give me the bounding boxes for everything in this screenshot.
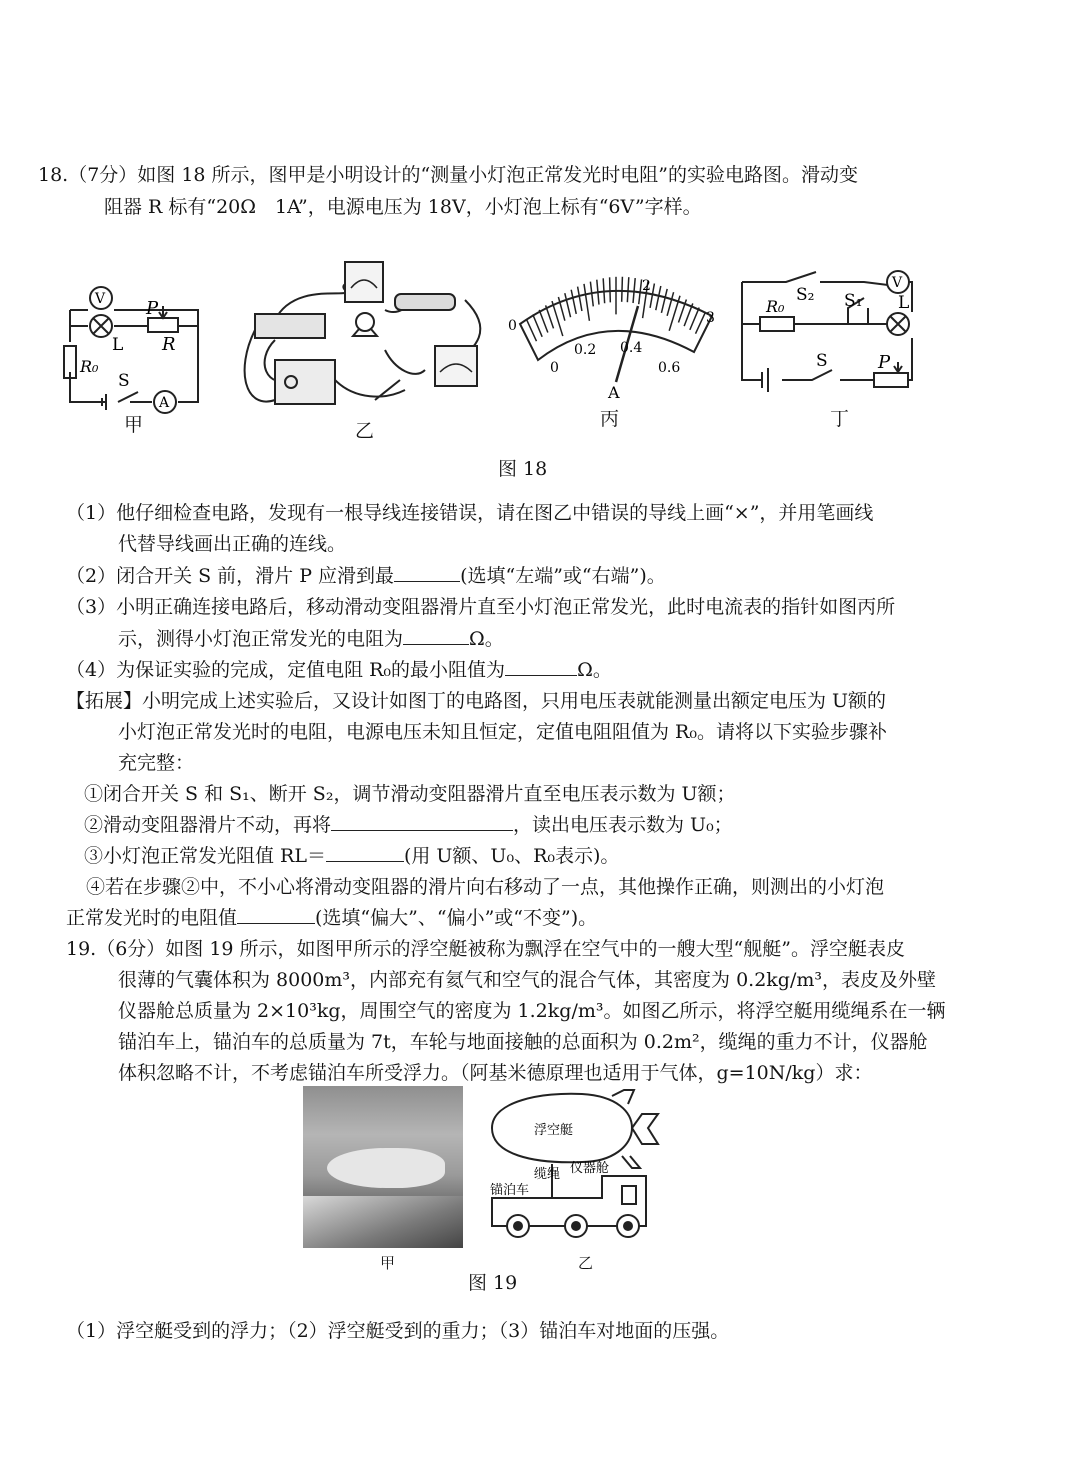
label-R0: R₀ xyxy=(80,357,99,376)
fig19-yi-caption: 乙 xyxy=(578,1254,594,1272)
q18-part1-line2: 代替导线画出正确的连线。 xyxy=(118,533,347,555)
q18-step4-hint: (选填“偏大”、“偏小”或“不变”)。 xyxy=(315,907,598,929)
fig19-jia-caption: 甲 xyxy=(380,1254,396,1272)
fig19-yi-diagram xyxy=(482,1086,682,1246)
q18-part2 xyxy=(66,563,666,589)
dial-tick xyxy=(520,324,536,356)
q18-step1: ①闭合开关 S 和 S₁、断开 S₂，调节滑动变阻器滑片直至电压表示数为 U额； xyxy=(84,783,736,805)
label-L: L xyxy=(898,293,910,313)
dial-tick xyxy=(656,286,661,310)
scale-label-0-upper: 0 xyxy=(508,318,517,334)
anchor-truck-label: 锚泊车 xyxy=(490,1183,530,1198)
dial-tick xyxy=(571,290,576,314)
label-P: P xyxy=(878,352,891,373)
q18-part1-line1: （1）他仔细检查电路，发现有一根导线连接错误，请在图乙中错误的导线上画“×”，并用笔画线 xyxy=(66,502,874,524)
q18-part3-unit: Ω。 xyxy=(469,628,504,650)
q19-line3: 仪器舱总质量为 2×10³kg，周围空气的密度为 1.2kg/m³。如图乙所示，将浮空艇用缆绳系在一辆 xyxy=(118,1000,946,1022)
voltmeter-symbol: V xyxy=(95,291,106,307)
ammeter-symbol: A xyxy=(159,395,170,411)
label-R0: R₀ xyxy=(766,297,785,316)
label-S: S xyxy=(816,351,828,371)
dial-tick xyxy=(667,292,673,316)
q18-part4-text: （4）为保证实验的完成，定值电阻 R₀的最小阻值为 xyxy=(66,659,506,681)
fig18-ding-circuit xyxy=(736,262,926,402)
airship-photo-shape xyxy=(327,1148,445,1188)
scale-label-2: 2 xyxy=(642,278,651,294)
q18-extension-line1: 【拓展】小明完成上述实验后，又设计如图丁的电路图，只用电压表就能测量出额定电压为 U额的 xyxy=(66,690,887,712)
q18-line2: 阻器 R 标有“20Ω 1A”，电源电压为 18V，小灯泡上标有“6V”字样。 xyxy=(104,196,702,218)
scale-label-0.2: 0.2 xyxy=(574,342,597,358)
q18-part2-text: （2）闭合开关 S 前，滑片 P 应滑到最 xyxy=(66,565,395,587)
label-S1: S₁ xyxy=(844,291,863,311)
q18-line1: 18.（7分）如图 18 所示，图甲是小明设计的“测量小灯泡正常发光时电阻”的实验电路图。滑动变 xyxy=(38,164,858,186)
dial-tick xyxy=(539,310,548,333)
dial-tick xyxy=(661,289,667,313)
fig18-jia-circuit xyxy=(58,280,218,430)
scale-label-0.6: 0.6 xyxy=(658,360,681,376)
q18-step3-answer-blank[interactable] xyxy=(326,843,404,862)
fig18-caption: 图 18 xyxy=(498,458,548,480)
label-R: R xyxy=(162,334,176,355)
q18-step2-answer-blank[interactable] xyxy=(331,812,513,831)
voltmeter-symbol: V xyxy=(892,275,903,291)
q18-step3-text: ③小灯泡正常发光阻值 RL＝ xyxy=(84,845,326,867)
fig18-yi-wiring xyxy=(235,250,495,420)
q18-part3-line1: （3）小明正确连接电路后，移动滑动变阻器滑片直至小灯泡正常发光，此时电流表的指针如图丙所 xyxy=(66,596,896,618)
dial-tick xyxy=(565,293,571,317)
q19-questions: （1）浮空艇受到的浮力；（2）浮空艇受到的重力；（3）锚泊车对地面的压强。 xyxy=(66,1320,730,1342)
label-L: L xyxy=(112,335,124,355)
q19-line1: 19.（6分）如图 19 所示，如图甲所示的浮空艇被称为飘浮在空气中的一艘大型“舰艇”。浮空艇表皮 xyxy=(66,938,905,960)
label-S: S xyxy=(118,371,130,391)
q18-step3 xyxy=(84,843,619,869)
fig19-caption: 图 19 xyxy=(468,1272,518,1294)
q18-step4-answer-blank[interactable] xyxy=(237,905,315,924)
q18-step3-tail: (用 U额、U₀、R₀表示)。 xyxy=(403,845,620,867)
dial-tick xyxy=(533,314,542,336)
scale-label-3: 3 xyxy=(706,310,715,326)
q18-part2-answer-blank[interactable] xyxy=(394,563,460,582)
label-S2: S₂ xyxy=(796,285,815,305)
q18-extension-line3: 充完整： xyxy=(118,752,195,774)
q18-step2-text: ②滑动变阻器滑片不动，再将 xyxy=(84,814,332,836)
fig18-bing-ammeter-dial xyxy=(498,272,728,402)
q18-part4-unit: Ω。 xyxy=(577,659,612,681)
fig18-yi-caption: 乙 xyxy=(355,420,375,442)
instrument-cabin-label: 仪器舱 xyxy=(570,1161,610,1176)
dial-tick xyxy=(546,305,554,328)
q18-part2-hint: (选填“左端”或“右端”)。 xyxy=(460,565,666,587)
dial-tick xyxy=(578,287,582,311)
q18-part3-answer-blank[interactable] xyxy=(403,626,469,645)
q18-extension-line2: 小灯泡正常发光时的电阻，电源电压未知且恒定，定值电阻阻值为 R₀。请将以下实验步骤补 xyxy=(118,721,887,743)
dial-tick xyxy=(603,278,604,303)
dial-tick xyxy=(684,303,693,326)
q18-step2 xyxy=(84,812,733,838)
fig18-jia-caption: 甲 xyxy=(124,414,144,436)
fig18-bing-caption: 丙 xyxy=(600,408,620,430)
ground-photo-shape xyxy=(303,1196,463,1248)
q18-step2-tail: ，读出电压表示数为 U₀； xyxy=(513,814,733,836)
q19-line5: 体积忽略不计，不考虑锚泊车所受浮力。（阿基米德原理也适用于气体，g=10N/kg）求： xyxy=(118,1062,873,1084)
dial-tick xyxy=(584,284,589,321)
dial-tick xyxy=(622,277,623,302)
q18-part3-text: 示，测得小灯泡正常发光的电阻为 xyxy=(118,628,404,650)
q18-step4-line2 xyxy=(66,905,597,931)
fig18-ding-caption: 丁 xyxy=(830,408,850,430)
q18-step4-line1: ④若在步骤②中，不小心将滑动变阻器的滑片向右移动了一点，其他操作正确，则测出的小灯泡 xyxy=(86,876,885,898)
dial-tick xyxy=(610,277,611,302)
airship-label: 浮空艇 xyxy=(534,1123,574,1138)
label-P: P xyxy=(146,298,159,319)
dial-tick xyxy=(627,277,628,302)
q18-step4-text: 正常发光时的电阻值 xyxy=(66,907,238,929)
q19-line2: 很薄的气囊体积为 8000m³，内部充有氦气和空气的混合气体，其密度为 0.2kg/m³，表皮及外壁 xyxy=(118,969,936,991)
q18-part4-answer-blank[interactable] xyxy=(505,657,577,676)
fig19-jia-photo xyxy=(303,1086,463,1248)
q18-part3-line2 xyxy=(118,626,504,652)
q19-line4: 锚泊车上，锚泊车的总质量为 7t，车轮与地面接触的总面积为 0.2m²，缆绳的重力不计，仪器舱 xyxy=(118,1031,928,1053)
scale-label-0-lower: 0 xyxy=(550,360,559,376)
unit-label-A: A xyxy=(608,383,620,402)
cable-label: 缆绳 xyxy=(534,1167,561,1182)
q18-part4 xyxy=(66,657,612,683)
dial-tick xyxy=(690,308,699,330)
scale-label-0.4: 0.4 xyxy=(620,340,643,356)
